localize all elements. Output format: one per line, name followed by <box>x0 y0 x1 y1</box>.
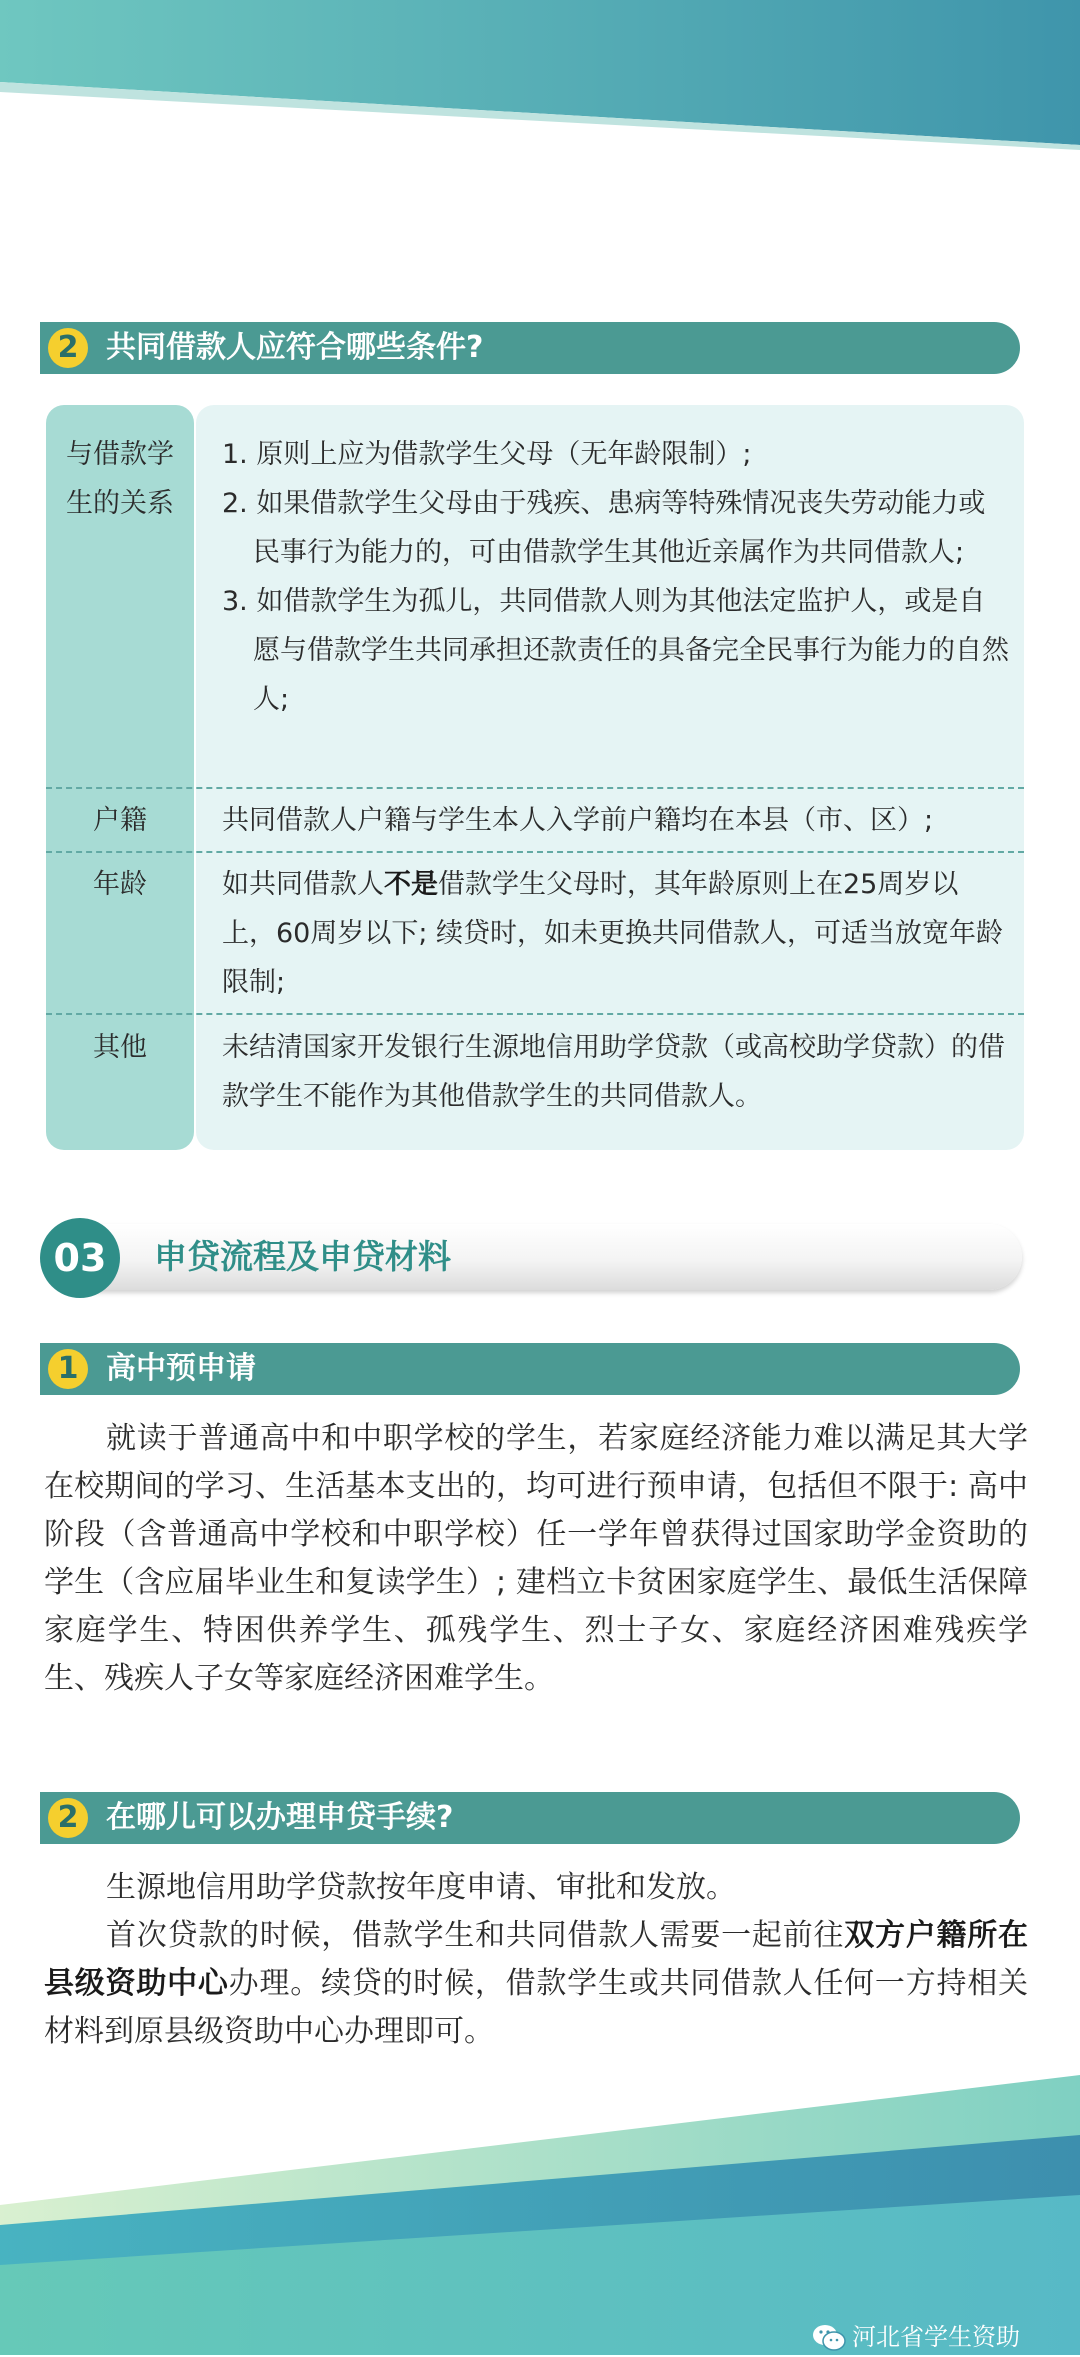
row-label-other: 其他 <box>93 1032 147 1063</box>
para2-emphasis: 双方户籍所在县级资助中心 <box>44 1918 1029 2001</box>
row-label-relation: 与借款学生的关系 <box>66 439 174 519</box>
para2-after: 办理。续贷的时候，借款学生或共同借款人任何一方持相关材料到原县级资助中心办理即可。 <box>44 1966 1029 2049</box>
paragraph-text: 就读于普通高中和中职学校的学生，若家庭经济能力难以满足其大学在校期间的学习、生活基本支出的，均可进行预申请，包括但不限于: 高中阶段（含普通高中学校和中职学校）任一学年曾获得过国家助学金资助的学生（含应届毕业生和复读学生）; 建档立卡贫困家庭学生、最低生活保障家庭学生、特困供养学生、孤残学生、烈士子女、家庭经济困难残疾学生、残疾人子女等家庭经济困难学生。 <box>44 1421 1028 1696</box>
relation-item-3: 3. 如借款学生为孤儿，共同借款人则为其他法定监护人，或是自愿与借款学生共同承担还款责任的具备完全民事行为能力的自然人; <box>222 586 1009 715</box>
age-text-before: 如共同借款人 <box>222 869 384 900</box>
row-divider <box>46 851 1024 853</box>
row-label-huji: 户籍 <box>93 805 147 836</box>
question-header-where-to-apply <box>40 1792 1020 1844</box>
number-badge: 1 <box>48 1349 88 1389</box>
wechat-account-credit <box>812 2317 1020 2357</box>
question-title: 高中预申请 <box>106 1351 256 1386</box>
relation-item-2: 2. 如果借款学生父母由于残疾、患病等特殊情况丧失劳动能力或民事行为能力的，可由借款学生其他近亲属作为共同借款人; <box>222 488 986 568</box>
row-content-other: 未结清国家开发银行生源地信用助学贷款（或高校助学贷款）的借款学生不能作为其他借款学生的共同借款人。 <box>222 1032 1005 1112</box>
row-label-age: 年龄 <box>93 869 147 900</box>
conditions-table <box>46 405 1024 1150</box>
number-badge: 2 <box>48 1798 88 1838</box>
bottom-decoration <box>0 2075 1080 2355</box>
pre-application-paragraph <box>44 1415 1028 1703</box>
question-header-pre-application <box>40 1343 1020 1395</box>
row-content-huji: 共同借款人户籍与学生本人入学前户籍均在本县（市、区）; <box>222 805 934 836</box>
question-header-borrower-conditions <box>40 322 1020 374</box>
where-to-apply-paragraphs <box>44 1864 1028 2056</box>
row-divider <box>46 787 1024 789</box>
question-title: 共同借款人应符合哪些条件? <box>106 330 484 365</box>
paragraph-text-2 <box>44 1912 1028 2056</box>
age-text-emphasis: 不是 <box>384 869 438 900</box>
section-title: 申贷流程及申贷材料 <box>154 1237 451 1276</box>
wechat-icon <box>812 2324 846 2352</box>
section-header-03 <box>40 1218 1025 1298</box>
para2-before: 首次贷款的时候，借款学生和共同借款人需要一起前往 <box>106 1918 845 1953</box>
account-name: 河北省学生资助 <box>852 2323 1020 2351</box>
row-content-relation <box>222 430 1012 724</box>
row-divider <box>46 1013 1024 1015</box>
row-content-age <box>222 860 1012 1007</box>
relation-item-1: 1. 原则上应为借款学生父母（无年龄限制）; <box>222 439 752 470</box>
paragraph-text-1: 生源地信用助学贷款按年度申请、审批和发放。 <box>106 1870 736 1905</box>
age-text-after: 借款学生父母时，其年龄原则上在25周岁以上，60周岁以下; 续贷时，如未更换共同借款人，可适当放宽年龄限制; <box>222 869 1004 998</box>
number-badge: 2 <box>48 328 88 368</box>
top-decoration <box>0 0 1080 150</box>
question-title: 在哪儿可以办理申贷手续? <box>106 1800 454 1835</box>
section-number: 03 <box>40 1218 120 1298</box>
